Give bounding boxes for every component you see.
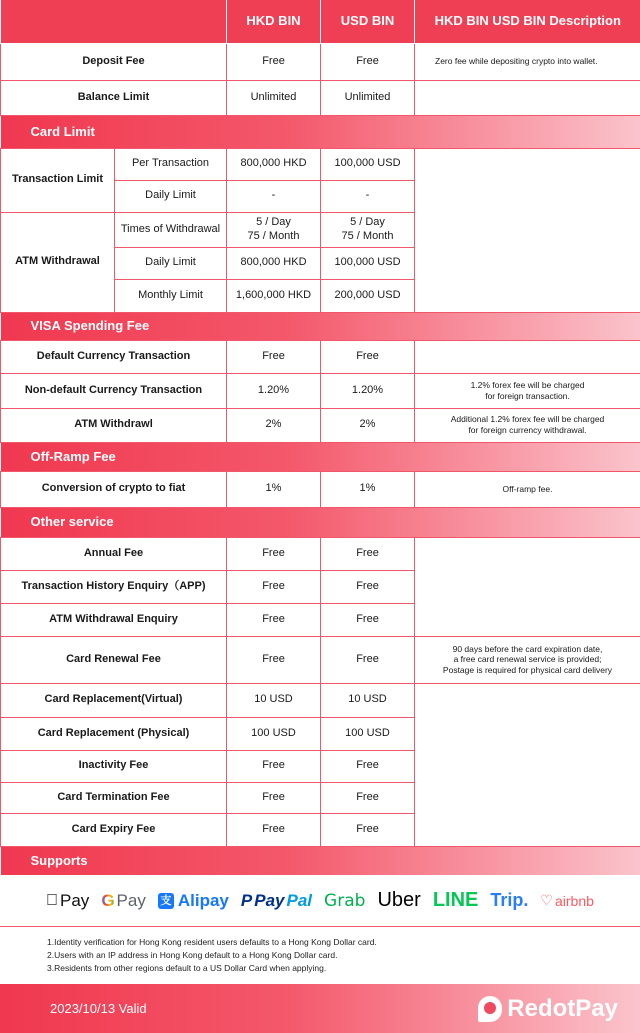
cell-hkd: Free bbox=[227, 570, 321, 603]
row-label: Balance Limit bbox=[1, 80, 227, 115]
cell-desc: Zero fee while depositing crypto into wallet. bbox=[415, 43, 640, 80]
cell-desc bbox=[415, 636, 640, 683]
alipay-text: Alipay bbox=[169, 890, 221, 910]
table-row bbox=[1, 408, 640, 442]
sub-label: Daily Limit bbox=[115, 247, 227, 279]
grab-logo bbox=[318, 890, 365, 911]
cell-hkd: 800,000 HKD bbox=[227, 247, 321, 279]
cell-hkd: Free bbox=[227, 537, 321, 570]
cell-hkd: Free bbox=[227, 43, 321, 80]
cell-usd: 200,000 USD bbox=[321, 279, 415, 312]
cell-hkd: - bbox=[227, 180, 321, 212]
cell-usd: Free bbox=[321, 782, 415, 813]
trip-text: Trip. bbox=[488, 890, 527, 910]
cell-usd bbox=[321, 212, 415, 247]
cell-hkd: Unlimited bbox=[227, 80, 321, 115]
google-g-icon: G bbox=[101, 891, 114, 911]
table-header-row bbox=[1, 0, 640, 43]
airbnb-icon: ♡ bbox=[539, 892, 553, 908]
line: Additional 1.2% forex fee will be charged bbox=[450, 414, 605, 425]
table-row bbox=[1, 373, 640, 408]
row-label: Inactivity Fee bbox=[1, 750, 227, 782]
cell-hkd: 800,000 HKD bbox=[227, 148, 321, 180]
apple-pay-logo bbox=[46, 891, 89, 911]
apple-icon bbox=[46, 892, 58, 910]
cell-usd: 100 USD bbox=[321, 717, 415, 750]
cell-usd: 2% bbox=[321, 408, 415, 442]
section-other-service bbox=[1, 507, 640, 537]
redotpay-logo bbox=[478, 995, 618, 1023]
cell-usd: Free bbox=[321, 750, 415, 782]
table-row bbox=[1, 148, 640, 180]
cell-usd: Free bbox=[321, 570, 415, 603]
footnote: 1.Identity verification for Hong Kong resident users defaults to a Hong Kong Dollar card. bbox=[47, 937, 377, 947]
table-row bbox=[1, 43, 640, 80]
line: for foreign currency withdrawal. bbox=[468, 425, 587, 435]
line-logo bbox=[429, 889, 479, 912]
cell-hkd: 100 USD bbox=[227, 717, 321, 750]
cell-hkd: Free bbox=[227, 813, 321, 846]
section-title: Card Limit bbox=[30, 123, 95, 139]
row-label: Default Currency Transaction bbox=[1, 340, 227, 373]
header-description: HKD BIN USD BIN Description bbox=[415, 0, 640, 43]
sub-label: Per Transaction bbox=[115, 148, 227, 180]
cell-desc bbox=[415, 373, 640, 408]
trip-logo bbox=[490, 890, 528, 911]
supported-payment-logos bbox=[0, 875, 640, 927]
uber-logo bbox=[372, 889, 420, 912]
google-pay-text: Pay bbox=[106, 890, 136, 910]
line: 75 / Month bbox=[341, 229, 394, 242]
alipay-icon: 支 bbox=[158, 893, 174, 909]
redotpay-icon bbox=[478, 996, 502, 1022]
cell-hkd: 1,600,000 HKD bbox=[227, 279, 321, 312]
line: a free card renewal service is provided; bbox=[453, 654, 602, 665]
sub-label: Monthly Limit bbox=[115, 279, 227, 312]
line: 90 days before the card expiration date, bbox=[452, 643, 603, 654]
row-label: Transaction History Enquiry（APP) bbox=[1, 570, 227, 603]
line: 5 / Day bbox=[256, 216, 291, 229]
uber-text: Uber bbox=[372, 889, 417, 911]
footer-bar bbox=[0, 984, 640, 1033]
cell-usd: 10 USD bbox=[321, 683, 415, 717]
sub-label: Times of Withdrawal bbox=[115, 212, 227, 247]
line-text: LINE bbox=[429, 889, 476, 911]
footnote: 3.Residents from other regions default to a US Dollar Card when applying. bbox=[47, 963, 327, 973]
cell-usd: Free bbox=[321, 43, 415, 80]
cell-desc bbox=[415, 340, 640, 373]
table-row bbox=[1, 340, 640, 373]
header-hkd-bin: HKD BIN bbox=[227, 0, 321, 43]
row-label: Card Termination Fee bbox=[1, 782, 227, 813]
row-label: Card Replacement(Virtual) bbox=[1, 683, 227, 717]
cell-usd: Free bbox=[321, 636, 415, 683]
line: for foreign transaction. bbox=[485, 390, 570, 401]
cell-hkd: Free bbox=[227, 340, 321, 373]
cell-hkd: 10 USD bbox=[227, 683, 321, 717]
row-label: Card Replacement (Physical) bbox=[1, 717, 227, 750]
cell-hkd: 2% bbox=[227, 408, 321, 442]
section-supports bbox=[1, 846, 640, 875]
table-row bbox=[1, 471, 640, 507]
row-label: Non-default Currency Transaction bbox=[1, 373, 227, 408]
cell-hkd: 1.20% bbox=[227, 373, 321, 408]
cell-usd: Free bbox=[321, 603, 415, 636]
table-row bbox=[1, 537, 640, 570]
header-blank bbox=[1, 0, 227, 43]
row-label: Deposit Fee bbox=[1, 43, 227, 80]
cell-usd: Free bbox=[321, 813, 415, 846]
row-label: Card Expiry Fee bbox=[1, 813, 227, 846]
cell-usd: Unlimited bbox=[321, 80, 415, 115]
cell-hkd: Free bbox=[227, 636, 321, 683]
table-row bbox=[1, 683, 640, 717]
section-title: Other service bbox=[30, 514, 114, 530]
cell-desc: Off-ramp fee. bbox=[415, 471, 640, 507]
sub-label: Daily Limit bbox=[115, 180, 227, 212]
grab-text: Grab bbox=[318, 890, 360, 911]
line: 5 / Day bbox=[350, 216, 385, 229]
paypal-logo bbox=[233, 890, 312, 911]
section-card-limit bbox=[1, 115, 640, 148]
cell-usd: 1% bbox=[321, 471, 415, 507]
group-label: Transaction Limit bbox=[1, 148, 115, 212]
airbnb-text: airbnb bbox=[554, 892, 594, 909]
cell-usd: - bbox=[321, 180, 415, 212]
table-row bbox=[1, 80, 640, 115]
footnote: 2.Users with an IP address in Hong Kong default to a Hong Kong Dollar card. bbox=[47, 950, 338, 960]
cell-hkd: Free bbox=[227, 750, 321, 782]
valid-date: 2023/10/13 Valid bbox=[50, 1001, 147, 1016]
cell-hkd: 1% bbox=[227, 471, 321, 507]
row-label: Conversion of crypto to fiat bbox=[1, 471, 227, 507]
section-visa-fee bbox=[1, 312, 640, 340]
airbnb-logo bbox=[540, 892, 593, 909]
cell-desc bbox=[415, 408, 640, 442]
footnotes bbox=[0, 928, 640, 984]
table-row bbox=[1, 636, 640, 683]
cell-usd: Free bbox=[321, 340, 415, 373]
cell-usd: Free bbox=[321, 537, 415, 570]
line: 75 / Month bbox=[247, 229, 300, 242]
section-title: VISA Spending Fee bbox=[30, 318, 150, 334]
row-label: ATM Withdrawl bbox=[1, 408, 227, 442]
paypal-p-icon: P bbox=[233, 890, 245, 910]
header-usd-bin: USD BIN bbox=[321, 0, 415, 43]
section-title: Off-Ramp Fee bbox=[30, 448, 116, 464]
cell-desc bbox=[415, 80, 640, 115]
cell-hkd bbox=[227, 212, 321, 247]
paypal-text-1: Pay bbox=[246, 890, 278, 910]
section-title: Supports bbox=[30, 852, 88, 868]
cell-hkd: Free bbox=[227, 603, 321, 636]
google-pay-logo bbox=[91, 890, 146, 911]
section-off-ramp bbox=[1, 442, 640, 471]
line: Postage is required for physical card delivery bbox=[442, 664, 613, 675]
apple-pay-text: Pay bbox=[48, 890, 78, 910]
paypal-text-2: Pal bbox=[279, 890, 305, 910]
cell-hkd: Free bbox=[227, 782, 321, 813]
cell-usd: 100,000 USD bbox=[321, 247, 415, 279]
cell-desc bbox=[415, 683, 640, 846]
group-label: ATM Withdrawal bbox=[1, 212, 115, 312]
alipay-logo bbox=[151, 890, 229, 911]
row-label: Annual Fee bbox=[1, 537, 227, 570]
cell-desc bbox=[415, 537, 640, 636]
line: 1.2% forex fee will be charged bbox=[470, 379, 585, 390]
cell-usd: 1.20% bbox=[321, 373, 415, 408]
row-label: Card Renewal Fee bbox=[1, 636, 227, 683]
cell-usd: 100,000 USD bbox=[321, 148, 415, 180]
cell-desc bbox=[415, 148, 640, 312]
brand-name: RedotPay bbox=[507, 994, 618, 1022]
row-label: ATM Withdrawal Enquiry bbox=[1, 603, 227, 636]
